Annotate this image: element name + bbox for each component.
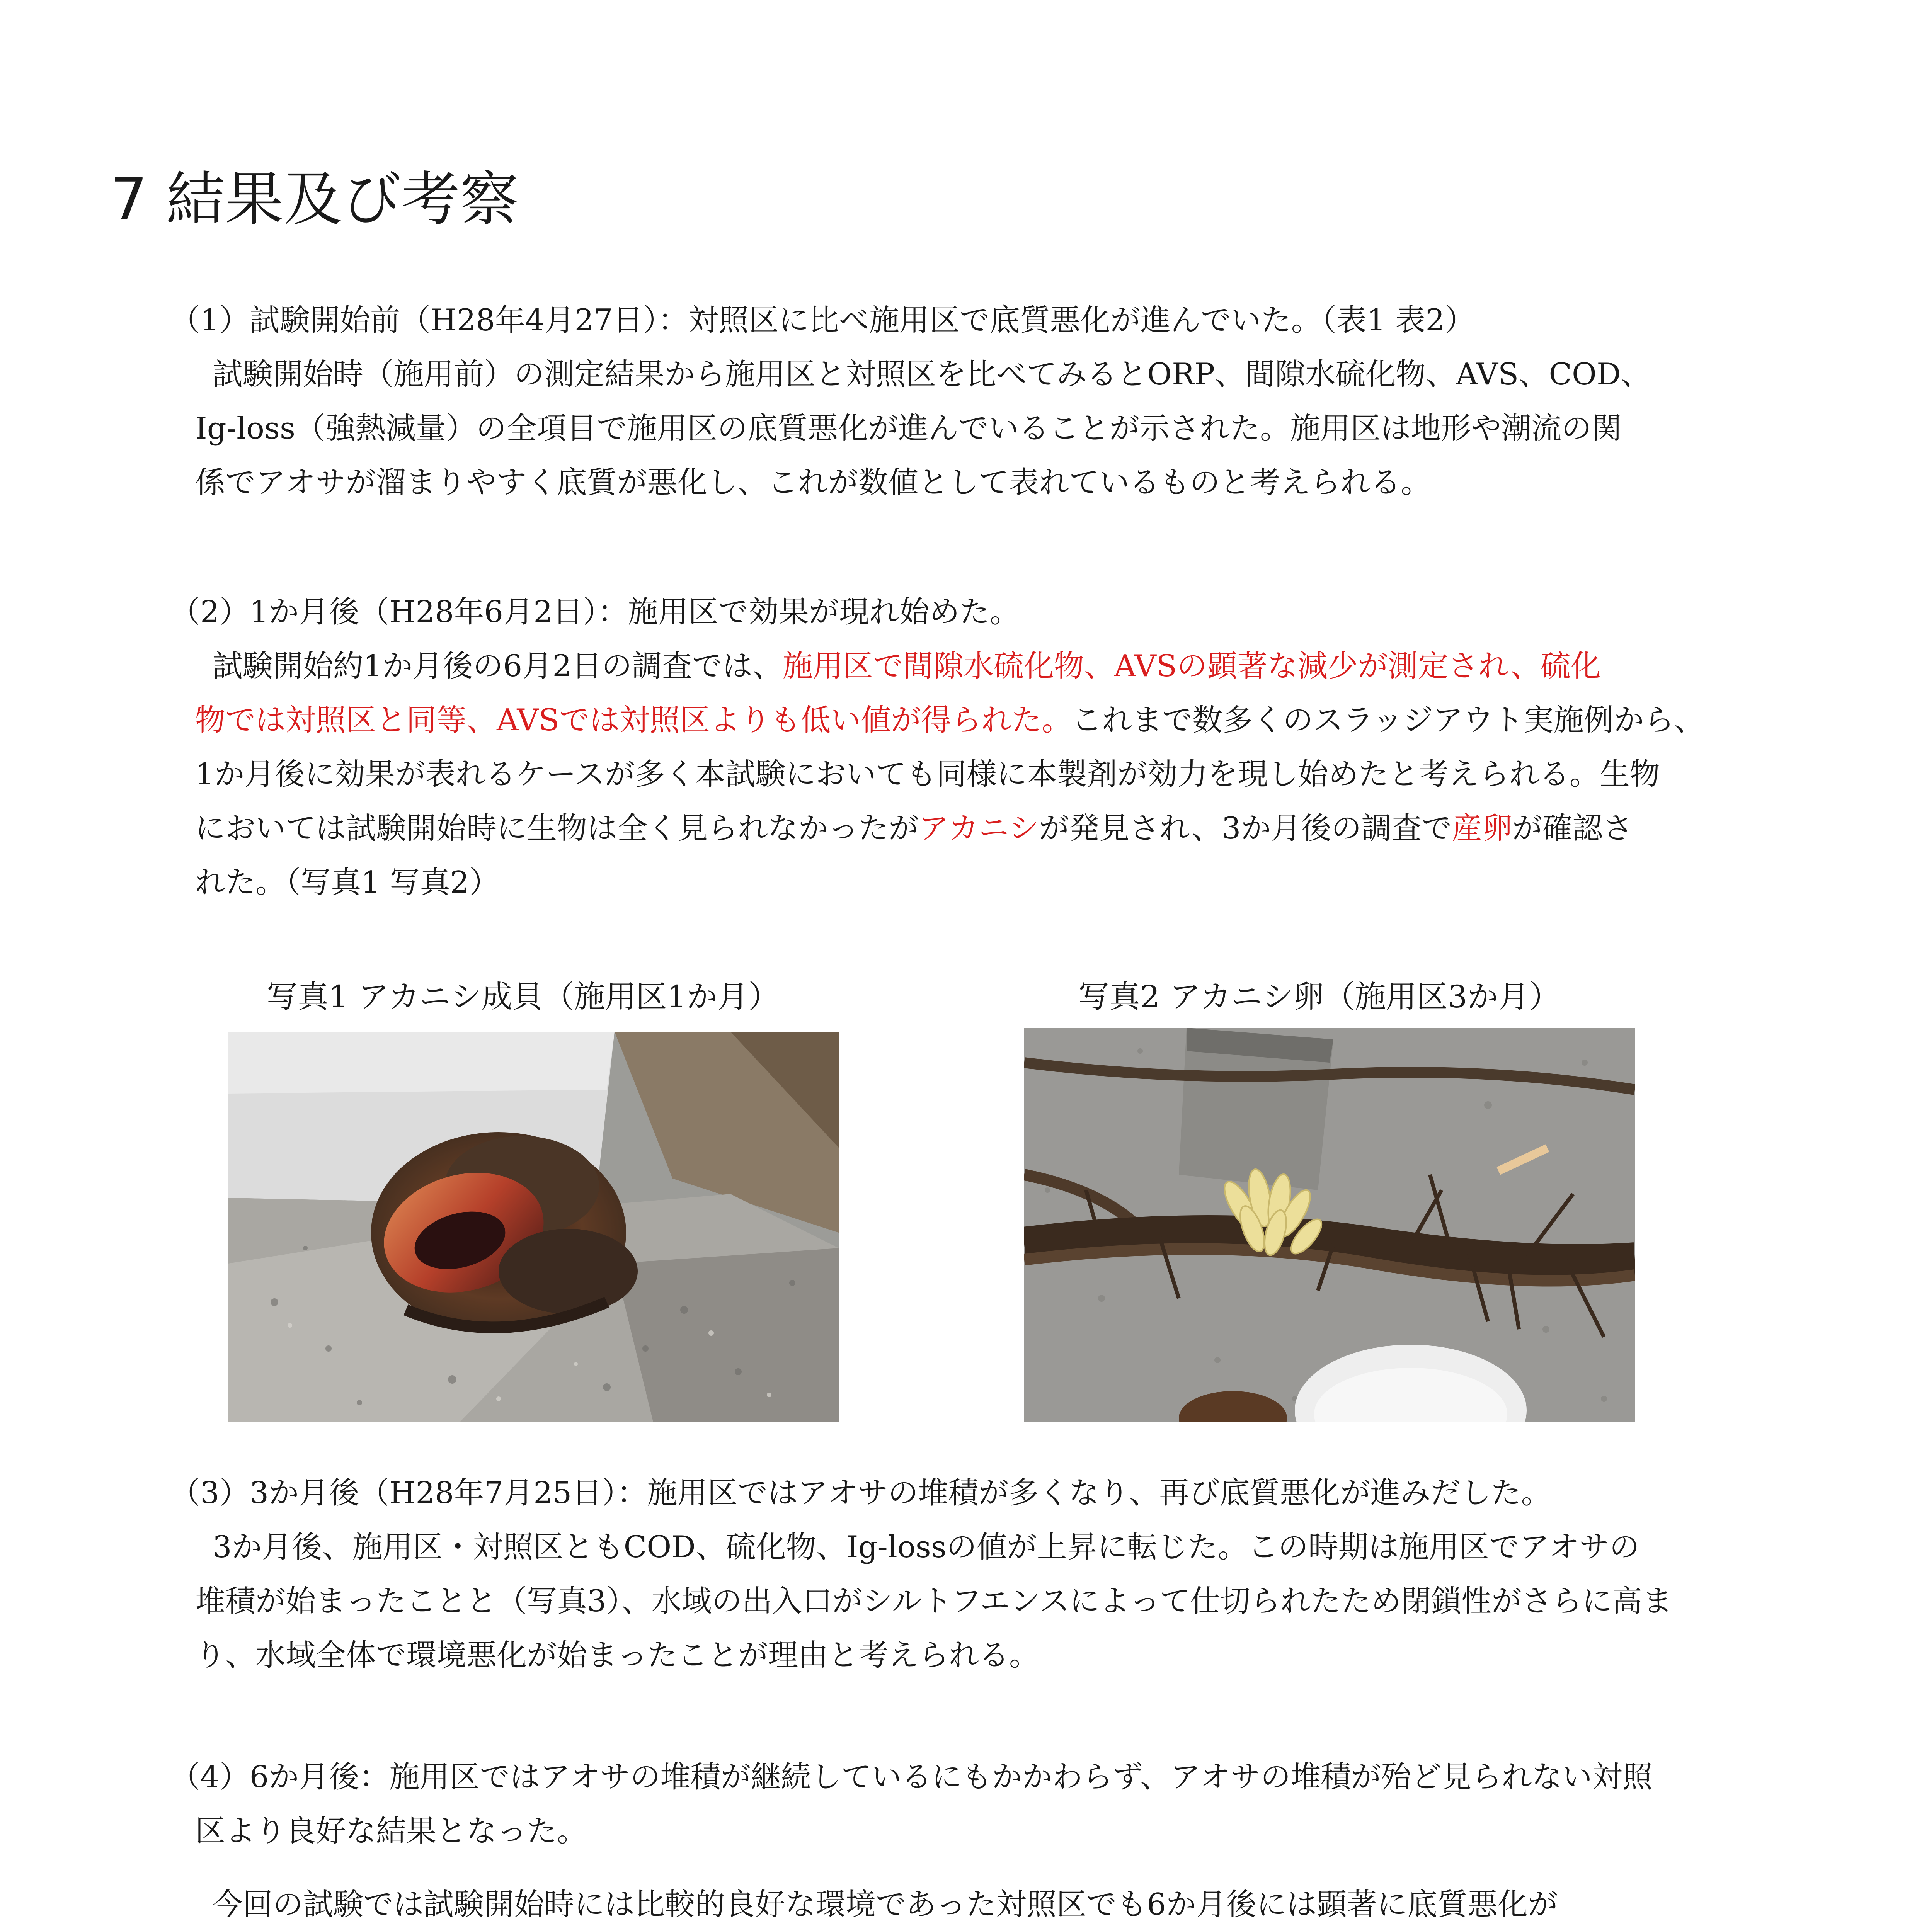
section2-paragraph — [170, 597, 1704, 922]
section1-line-2: Ig-loss（強熱減量）の全項目で施用区の底質悪化が進んでいることが示された。施用区は地形や潮流の関 — [195, 411, 1622, 446]
section2-line-1-text: 試験開始約1か月後の6月2日の調査では、 — [213, 649, 783, 684]
section2-line-4-akanishi: アカニシ — [919, 811, 1039, 846]
section2-line-4-text-c: が発見され、3か月後の調査で — [1039, 811, 1452, 846]
section-heading: 7 結果及び考察 — [110, 165, 519, 233]
section2-line-4-text-e: が確認さ — [1512, 811, 1633, 846]
section1-title: （1）試験開始前（H28年4月27日）：対照区に比べ施用区で底質悪化が進んでいた。（表1 表2） — [170, 303, 1475, 338]
section4-paragraph — [170, 1762, 1677, 1932]
section3-line-3: り、水域全体で環境悪化が始まったことが理由と考えられる。 — [195, 1638, 1040, 1673]
photo1-caption: 写真1 アカニシ成貝（施用区1か月） — [267, 979, 780, 1015]
section1-line-3: 係でアオサが溜まりやすく底質が悪化し、これが数値として表れているものと考えられる。 — [195, 465, 1431, 500]
section2-line-2-highlight: 物では対照区と同等、AVSでは対照区よりも低い値が得られた。 — [195, 703, 1072, 738]
section3-line-1: 3か月後、施用区・対照区ともCOD、硫化物、Ig-lossの値が上昇に転じた。この時期は施用区でアオサの — [213, 1530, 1640, 1565]
photo1-image — [228, 1032, 839, 1422]
section2-line-2 — [170, 705, 1704, 759]
photo2-caption: 写真2 アカニシ卵（施用区3か月） — [1078, 979, 1560, 1015]
section1-paragraph — [170, 305, 1651, 522]
section1-line-1: 試験開始時（施用前）の測定結果から施用区と対照区を比べてみるとORP、間隙水硫化物、AVS、COD、 — [213, 357, 1651, 392]
section2-title: （2）1か月後（H28年6月2日）：施用区で効果が現れ始めた。 — [170, 595, 1020, 629]
photo2-akanishi-eggs — [1024, 1028, 1635, 1422]
section2-line-2-text: これまで数多くのスラッジアウト実施例から、 — [1072, 703, 1704, 738]
section4-title-1: （4）6か月後：施用区ではアオサの堆積が継続しているにもかかわらず、アオサの堆積が殆ど見られない対照 — [170, 1760, 1653, 1794]
section3-title: （3）3か月後（H28年7月25日）：施用区ではアオサの堆積が多くなり、再び底質悪化が進みだした。 — [170, 1476, 1551, 1510]
section4-line-1: 今回の試験では試験開始時には比較的良好な環境であった対照区でも6か月後には顕著に底質悪化が — [213, 1887, 1558, 1922]
section4-title-2: 区より良好な結果となった。 — [195, 1814, 587, 1849]
section2-line-3: 1か月後に効果が表れるケースが多く本試験においても同様に本製剤が効力を現し始めたと考えられる。生物 — [195, 757, 1660, 792]
photo2-image — [1024, 1028, 1635, 1422]
photo1-akanishi-adult — [228, 1032, 839, 1422]
section2-line-1 — [170, 651, 1704, 705]
section2-line-1-highlight: 施用区で間隙水硫化物、AVSの顕著な減少が測定され、硫化 — [782, 649, 1601, 684]
section3-paragraph — [170, 1478, 1672, 1694]
section2-line-4 — [170, 813, 1704, 867]
section2-line-4-text-a: においては試験開始時に生物は全く見られなかったが — [195, 811, 919, 846]
section2-line-4-sanran: 産卵 — [1452, 811, 1512, 846]
section3-line-2: 堆積が始まったことと（写真3）、水域の出入口がシルトフエンスによって仕切られたため閉鎖性がさらに高ま — [195, 1584, 1673, 1619]
section2-line-5: れた。（写真1 写真2） — [195, 865, 500, 900]
